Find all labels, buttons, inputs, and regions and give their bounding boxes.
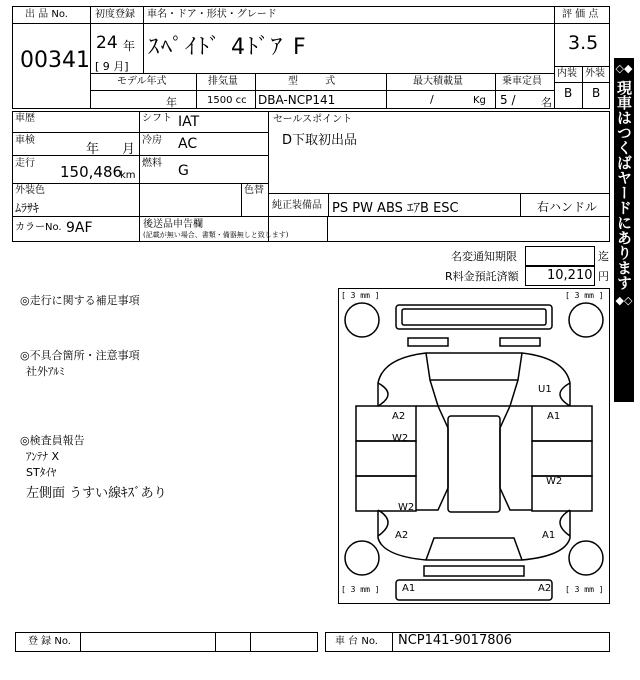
damage-mark-a1-rear-bumper: A1 xyxy=(402,583,416,594)
reg-year-unit: 年 xyxy=(123,39,136,53)
ext-color-value: ﾑﾗｻｷ xyxy=(15,201,40,215)
interior-label: 内装 xyxy=(557,68,577,79)
model-type: DBA-NCP141 xyxy=(258,93,336,107)
mileage-label: 走行 xyxy=(15,158,35,169)
inspection-label: 車検 xyxy=(15,135,35,146)
car-name-label: 車名・ドア・形状・グレード xyxy=(147,9,277,20)
name-change-unit: 迄 xyxy=(598,250,609,263)
inspector-item-3: 左側面 うすい線ｷｽﾞあり xyxy=(26,486,167,501)
equipment-label: 純正装備品 xyxy=(272,200,322,211)
damage-mark-a1-front-right: A1 xyxy=(547,411,561,422)
model-year-unit: 年 xyxy=(166,96,177,109)
chassis-label: 車 台 No. xyxy=(335,636,378,647)
mileage-unit: km xyxy=(120,170,136,181)
damage-mark-a2-rear-bumper: A2 xyxy=(538,583,552,594)
banner-text: 現車はつくばヤードにあります xyxy=(615,80,633,290)
capacity-unit: 名 xyxy=(541,96,552,109)
car-name: ｽﾍﾟｲﾄﾞ 4ﾄﾞｱ F xyxy=(148,35,308,60)
color-no-value: 9AF xyxy=(66,220,93,236)
recycle-label: R料金預託済額 xyxy=(445,270,519,283)
damage-mark-a2-front-left: A2 xyxy=(392,411,406,422)
displacement-label: 排気量 xyxy=(208,76,238,87)
after-docs-label: 後送品申告欄 xyxy=(143,219,203,230)
damage-mark-w2-rear-left: W2 xyxy=(398,502,415,513)
damage-mark-u1: U1 xyxy=(538,384,552,395)
damage-mark-a1-rear-right: A1 xyxy=(542,530,556,541)
capacity-value: 5 / xyxy=(500,93,516,107)
tire-rear-left: [ 3 mm ] xyxy=(341,585,380,594)
max-load-value: / xyxy=(430,93,434,106)
tire-rear-right: [ 3 mm ] xyxy=(565,585,604,594)
first-reg-label: 初度登録 xyxy=(95,9,135,20)
color-no-label: カラーNo. xyxy=(15,222,62,233)
name-change-label: 名変通知期限 xyxy=(451,250,517,263)
defects-item-1: 社外ｱﾙﾐ xyxy=(26,365,65,378)
exterior-label: 外装 xyxy=(585,68,605,79)
name-change-box xyxy=(525,246,595,266)
banner-bottom-mark: ◆◇ xyxy=(615,294,633,307)
shift-label: シフト xyxy=(142,113,172,124)
history-label: 車歴 xyxy=(15,113,35,124)
exterior-grade: B xyxy=(592,86,601,100)
rating-score: 3.5 xyxy=(568,32,599,54)
interior-grade: B xyxy=(564,86,573,100)
car-outline xyxy=(338,288,610,604)
model-year-label: モデル年式 xyxy=(117,76,167,87)
tire-front-left: [ 3 mm ] xyxy=(341,291,380,300)
inspection-month-unit: 月 xyxy=(122,142,136,157)
damage-mark-w2-front-left: W2 xyxy=(392,433,409,444)
capacity-label: 乗車定員 xyxy=(502,76,542,87)
damage-mark-a2-rear-left: A2 xyxy=(395,530,409,541)
displacement-value: 1500 cc xyxy=(207,95,247,106)
banner-top-mark: ◇◆ xyxy=(615,62,633,75)
color-change-label: 色替 xyxy=(244,185,264,196)
sales-point-value: D下取初出品 xyxy=(282,133,358,148)
steering-value: 右ハンドル xyxy=(537,200,598,214)
inspector-item-2: STﾀｲﾔ xyxy=(26,466,57,479)
inspection-year-unit: 年 xyxy=(86,142,100,157)
fuel-value: G xyxy=(178,163,189,179)
damage-mark-w2-right: W2 xyxy=(546,476,563,487)
inspector-item-1: ｱﾝﾃﾅ X xyxy=(26,450,60,463)
lot-number: 00341 xyxy=(20,48,90,73)
ac-value: AC xyxy=(178,136,198,152)
chassis-number: NCP141-9017806 xyxy=(398,633,513,648)
recycle-value: 10,210 xyxy=(547,268,593,283)
recycle-unit: 円 xyxy=(598,270,609,283)
mileage-value: 150,486 xyxy=(60,163,123,181)
location-banner xyxy=(614,58,634,402)
reg-month: [ 9 月] xyxy=(95,60,129,73)
inspector-title: ◎検査員報告 xyxy=(20,434,85,447)
shift-value: IAT xyxy=(178,114,200,130)
ac-label: 冷房 xyxy=(142,135,162,146)
driving-notes-title: ◎走行に関する補足事項 xyxy=(20,294,140,307)
tire-front-right: [ 3 mm ] xyxy=(565,291,604,300)
reg-year: 24 xyxy=(96,33,118,53)
after-docs-note: (記載が無い場合、書類・備器無しと致します) xyxy=(143,231,289,239)
rating-label: 評 価 点 xyxy=(562,9,599,20)
max-load-unit: Kg xyxy=(473,95,486,106)
sales-point-label: セールスポイント xyxy=(273,114,353,125)
equipment-value: PS PW ABS ｴｱB ESC xyxy=(332,201,459,216)
max-load-label: 最大積載量 xyxy=(413,76,463,87)
lot-no-label: 出 品 No. xyxy=(25,9,68,20)
defects-title: ◎不具合箇所・注意事項 xyxy=(20,349,140,362)
reg-no-label: 登 録 No. xyxy=(28,636,71,647)
model-type-label: 型 式 xyxy=(288,76,336,87)
ext-color-label: 外装色 xyxy=(15,185,45,196)
fuel-label: 燃料 xyxy=(142,158,162,169)
